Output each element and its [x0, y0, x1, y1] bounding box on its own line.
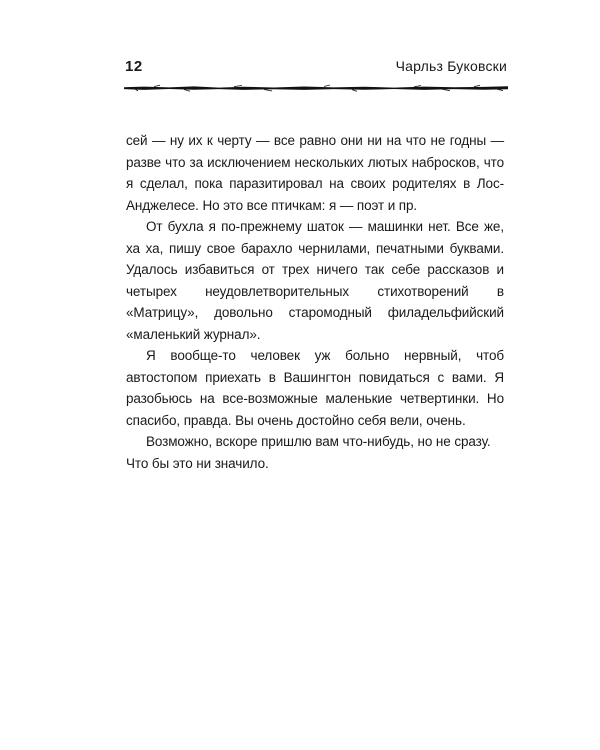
running-head-author: Чарльз Буковски: [395, 58, 507, 74]
body-text: [126, 130, 504, 474]
page-header: [125, 58, 507, 80]
paragraph: Возможно, вскоре пришлю вам что-нибудь, но не сразу. Что бы это ни значило.: [126, 434, 491, 471]
paragraph: сей — ну их к черту — все равно они ни на что не годны — разве что за исключением нескольких лютых набросков, что я сделал, пока паразитировал на своих родителях в Лос-Анджелесе. Но это все птичкам: я — поэт и пр.: [126, 133, 504, 213]
header-rule: [124, 83, 508, 93]
paragraph: Я вообще-то человек уж больно нервный, чтоб автостопом приехать в Вашингтон повидаться с вами. Я разобьюсь на все-возможные маленькие четвертинки. Но спасибо, правда. Вы очень достойно себя вели, очень.: [126, 348, 504, 428]
paragraph: От бухла я по-прежнему шаток — машинки нет. Все же, ха ха, пишу свое барахло чернилами, печатными буквами. Удалось избавиться от трех ничего так себе рассказов и четырех неудовлетворительных стихотворений в «Матрицу», довольно старомодный филадельфийский «маленький журнал».: [126, 219, 504, 342]
page-number: 12: [125, 58, 143, 75]
